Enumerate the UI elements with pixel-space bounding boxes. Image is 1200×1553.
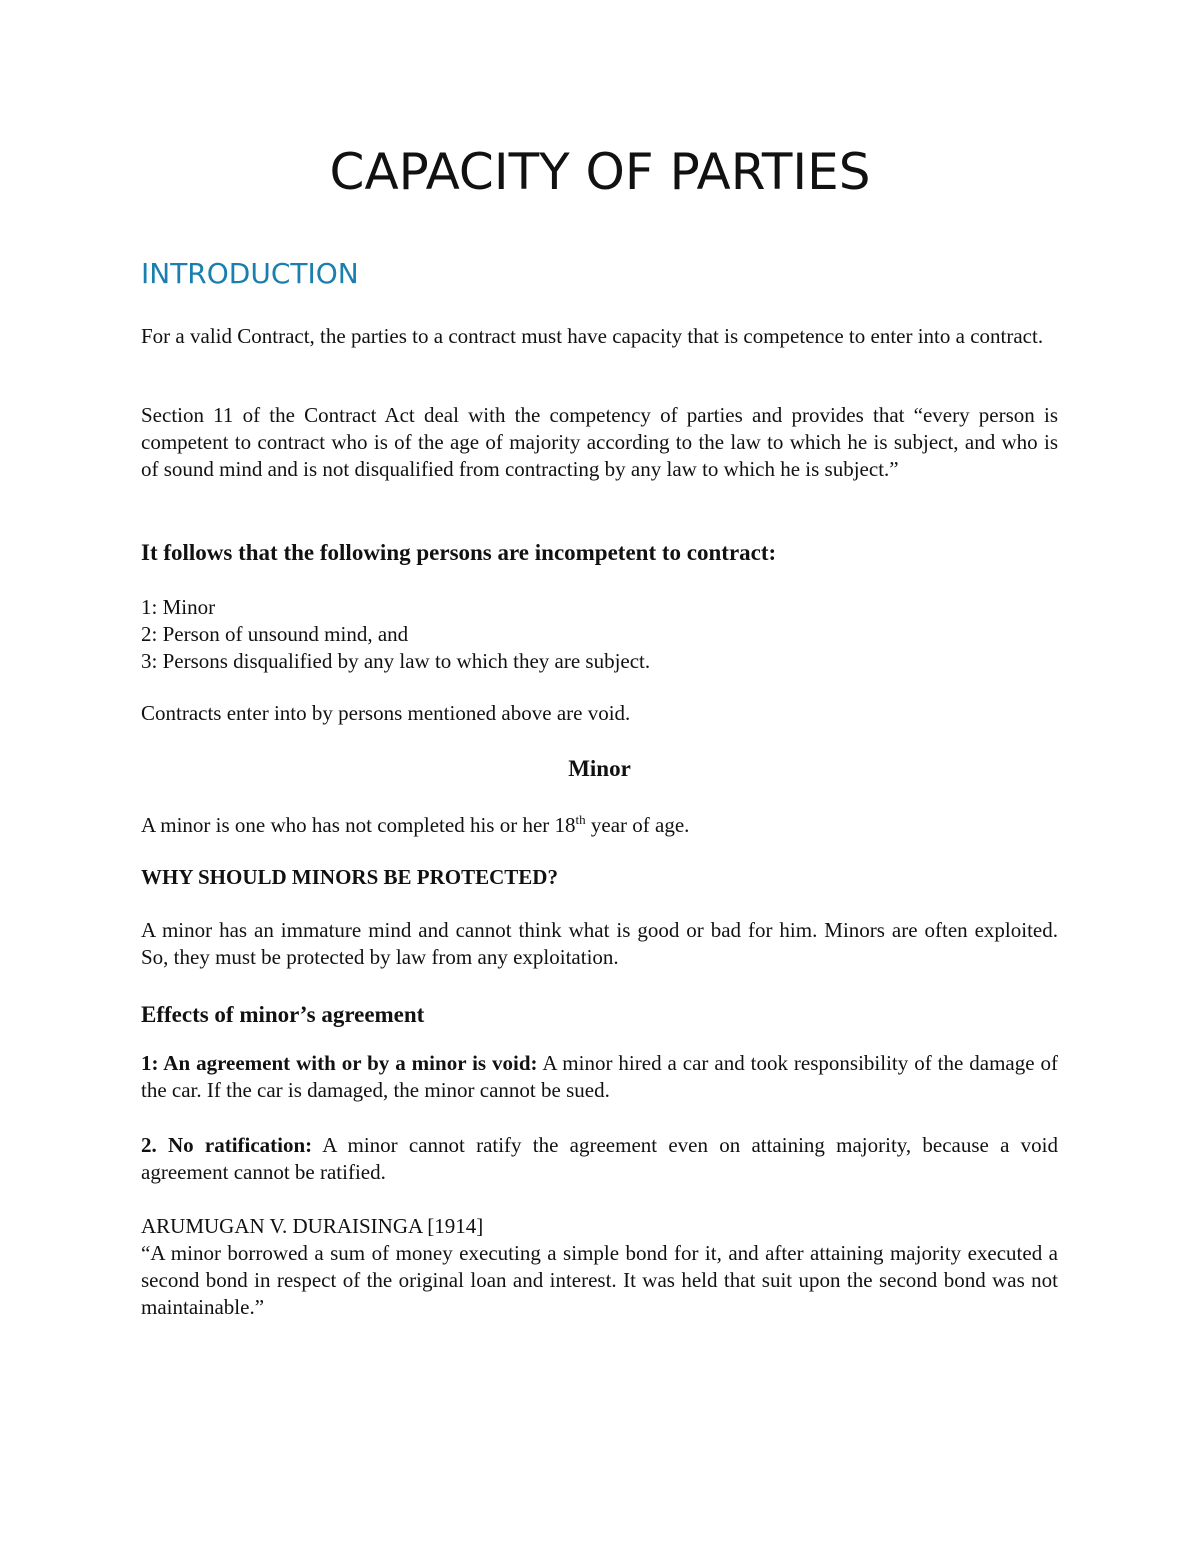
effect-text: A minor hired a car and took responsibility of the damage of the car. If the car is damaged, the minor cannot be sued. [141, 1051, 1058, 1102]
effect-label: 1: An agreement with or by a minor is void: [141, 1051, 538, 1075]
void-statement: Contracts enter into by persons mentioned above are void. [141, 701, 631, 725]
case-quote: “A minor borrowed a sum of money executing a simple bond for it, and after attaining majority executed a second bond in respect of the original loan and interest. It was held that suit upon the second bond was not maintainable.” [141, 1241, 1058, 1319]
why-heading: WHY SHOULD MINORS BE PROTECTED? [141, 865, 558, 889]
effects-heading: Effects of minor’s agreement [141, 1002, 425, 1027]
case-name: ARUMUGAN V. DURAISINGA [1914] [141, 1214, 484, 1238]
document-title: CAPACITY OF PARTIES [329, 143, 871, 201]
effect-item [141, 1132, 1058, 1186]
intro-paragraph: For a valid Contract, the parties to a contract must have capacity that is competence to enter into a contract. [141, 324, 1044, 348]
effect-text: A minor cannot ratify the agreement even on attaining majority, because a void agreement cannot be ratified. [141, 1133, 1058, 1184]
definition-text: A minor is one who has not completed his or her 18 [141, 813, 576, 837]
why-paragraph: A minor has an immature mind and cannot think what is good or bad for him. Minors are often exploited. So, they must be protected by law from any exploitation. [141, 918, 1058, 969]
section11-paragraph: Section 11 of the Contract Act deal with the competency of parties and provides that “every person is competent to contract who is of the age of majority according to the law to which he is subject, and who is of sound mind and is not disqualified from contracting by any law to which he is subject.” [141, 403, 1058, 481]
list-item: 1: Minor [141, 595, 216, 619]
effect-item [141, 1050, 1058, 1104]
incompetent-list [141, 594, 1058, 675]
minor-heading: Minor [568, 756, 631, 781]
list-item: 2: Person of unsound mind, and [141, 622, 409, 646]
effect-label: 2. No ratification: [141, 1133, 313, 1157]
ordinal-suffix: th [575, 812, 586, 827]
definition-text-end: year of age. [585, 813, 690, 837]
list-item: 3: Persons disqualified by any law to which they are subject. [141, 649, 651, 673]
introduction-heading: INTRODUCTION [141, 257, 359, 290]
incompetent-heading: It follows that the following persons are incompetent to contract: [141, 540, 777, 565]
minor-definition [141, 812, 1058, 839]
